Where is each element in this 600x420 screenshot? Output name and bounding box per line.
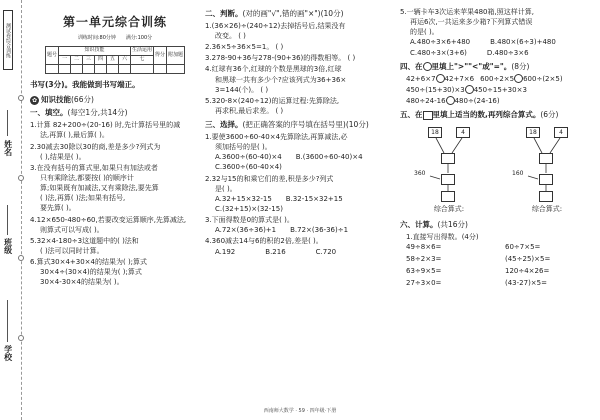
- score-cell: 四: [94, 55, 106, 64]
- compare-blank[interactable]: [436, 74, 445, 83]
- choice-5: 5.一辆卡车3次运来苹果480箱,照这样计算, 再运6次,一共运来多少箱?下列算式错误 的是( )。 A.480÷3×6+480 B.480×(6÷3)+480 C.480÷3×(3+6) D.480÷3×6: [400, 8, 556, 57]
- compare-blank[interactable]: [514, 74, 523, 83]
- class-line[interactable]: [7, 205, 8, 235]
- compare-heading: 四、在 里填上">""<"或"="。(8分): [400, 61, 530, 71]
- test-meta: [30, 35, 200, 42]
- compare-row-3: 480÷24-16 480÷(24-16): [406, 96, 500, 105]
- diagram-2: [512, 125, 582, 203]
- handwriting-note: 书写(3分)。我能做到书写端正。: [30, 79, 140, 89]
- option-a[interactable]: A.72×(36÷36)+1: [215, 226, 277, 235]
- diagram-blank[interactable]: [539, 174, 553, 185]
- compare-row-1: 42+6×7 42+7×6 600÷2×5 600÷(2×5): [406, 74, 563, 83]
- calc-item[interactable]: (43-27)×5=: [505, 279, 547, 288]
- section-heading: ✿ 知识技能(66分): [31, 94, 94, 104]
- calc-item[interactable]: 63÷9×5=: [406, 267, 442, 276]
- option-c[interactable]: C.480÷3×(3+6): [410, 48, 467, 57]
- calc-grid: [400, 242, 596, 289]
- score-cell: 六: [118, 55, 130, 64]
- school-line[interactable]: [7, 300, 8, 342]
- name-label: 姓名: [3, 140, 13, 156]
- score-cell: 二: [70, 55, 82, 64]
- binding-hole: [18, 335, 24, 341]
- diagram-value: 18: [526, 127, 540, 138]
- formula-label[interactable]: 综合算式:: [531, 204, 563, 213]
- score-cell: 七: [130, 55, 153, 64]
- page-footer: 西南师大数学 · 59 · 四年级·下册: [263, 408, 337, 414]
- score-cell[interactable]: [94, 64, 106, 73]
- option-b[interactable]: B.32-15×32+15: [285, 194, 343, 203]
- diagram-blank[interactable]: [441, 174, 455, 185]
- compare-blank[interactable]: [446, 96, 455, 105]
- choice-4: 4.360减去14与6的积的2倍,差是( )。 A.192 B.216 C.720: [205, 237, 337, 256]
- option-b[interactable]: B.480×(6÷3)+480: [490, 38, 556, 47]
- compare-blank[interactable]: [465, 85, 474, 94]
- diagram-value: 4: [554, 127, 568, 138]
- score-cell[interactable]: [130, 64, 153, 73]
- option-b[interactable]: B.(3600÷60-40)×4: [295, 153, 363, 162]
- square-blank-icon: [423, 111, 433, 120]
- column-right: [400, 6, 596, 289]
- diagram-heading: 五、在 里填上适当的数,再列综合算式。(6分): [400, 110, 559, 119]
- score-cell: 附加题: [167, 46, 185, 64]
- choice-2: 2.32与15的和乘它们的差,积是多少?列式 是( )。 A.32+15×32-15 B.32-15×32+15 C.(32+15)×(32-15): [205, 174, 343, 213]
- gear-icon: ✿: [31, 96, 38, 104]
- diagram-area: [400, 125, 596, 203]
- option-d[interactable]: D.480÷3×6: [486, 48, 529, 57]
- school-label: 学校: [3, 345, 13, 361]
- full-score: 满分:100分: [125, 35, 153, 42]
- judge-4: 4.红球有36个,红球的个数是黑球的3倍,红球 和黑球一共有多少个?应该列式为36+36× 3=144(个)。 ( ): [205, 65, 347, 94]
- binding-hole: [18, 255, 24, 261]
- question-4: 4.12×650-480÷60,若要改变运算顺序,先算减法, 则算式可以写成( )。: [30, 215, 187, 234]
- time-limit: 训练时间:80分钟: [77, 35, 116, 42]
- judge-5: 5.320-8×(240÷12)的运算过程:先算除法, 再求积,最后求差。 ( ): [205, 96, 340, 115]
- compare-row-2: 450÷(15+30)×3 450÷15+30×3: [406, 85, 527, 94]
- binding-hole: [18, 175, 24, 181]
- score-cell[interactable]: [45, 64, 58, 73]
- option-c[interactable]: C.720: [315, 247, 337, 256]
- question-1: 1.计算 82+200÷(20-16) 时,先计算括号里的减 法,再算( ),最后算( )。: [30, 121, 181, 140]
- choice-3: 3.下面得数是0的算式是( )。 A.72×(36÷36)+1 B.72×(36-36)÷1: [205, 216, 349, 235]
- option-b[interactable]: B.216: [265, 247, 286, 256]
- calc-subheading: 1.直接写出得数。(4分): [406, 232, 479, 241]
- calc-item[interactable]: 49÷8×6=: [406, 243, 442, 252]
- judge-2[interactable]: 2.36×5÷36×5=1。 ( ): [205, 43, 284, 52]
- calc-heading: 六、计算。(共16分): [400, 220, 468, 230]
- diagram-value: 160: [512, 169, 524, 177]
- calc-item[interactable]: (45÷25)×5=: [505, 255, 551, 264]
- series-tag: 测试卷综合训练: [3, 10, 13, 70]
- column-middle: [205, 6, 395, 257]
- score-cell[interactable]: [118, 64, 130, 73]
- option-b[interactable]: B.72×(36-36)÷1: [290, 226, 349, 235]
- score-cell[interactable]: [58, 64, 70, 73]
- score-cell: 生活运用: [130, 46, 153, 55]
- score-cell: 题号: [45, 46, 58, 64]
- question-5: 5.32×4-180÷3这道题中的( )法和 ( )法可以同时计算。: [30, 236, 139, 255]
- diagram-blank[interactable]: [539, 153, 553, 164]
- formula-label[interactable]: 综合算式:: [433, 204, 465, 213]
- score-cell: 三: [82, 55, 94, 64]
- judge-3[interactable]: 3.278-90+36与278-(90+36)的得数相等。 ( ): [205, 54, 356, 63]
- diagram-value: 18: [428, 127, 442, 138]
- column-left: [30, 6, 200, 288]
- option-c[interactable]: C.(32+15)×(32-15): [215, 205, 283, 213]
- score-cell: 知识技能: [58, 46, 130, 55]
- option-c[interactable]: C.3600÷(60-40×4): [215, 163, 282, 172]
- score-cell[interactable]: [70, 64, 82, 73]
- diagram-blank[interactable]: [441, 153, 455, 164]
- calc-item[interactable]: 27÷3×0=: [406, 279, 442, 288]
- option-a[interactable]: A.32+15×32-15: [215, 194, 272, 203]
- judge-heading: 二、判断。(对的画"√",错的画"×")(10分): [205, 9, 344, 18]
- option-a[interactable]: A.3600÷(60-40)×4: [215, 153, 282, 162]
- diagram-value: 4: [456, 127, 470, 138]
- judge-1: 1.(36×26)÷(240÷12)去掉括号后,结果没有 改变。 ( ): [205, 21, 346, 41]
- fill-heading: 一、填空。(每空1分,共14分): [30, 108, 128, 118]
- diagram-1: [414, 125, 484, 203]
- choice-heading: 三、选择。(把正确答案的序号填在括号里)(10分): [205, 120, 369, 130]
- circle-blank-icon: [423, 62, 432, 71]
- name-line[interactable]: [7, 110, 8, 136]
- calc-item[interactable]: 60÷7×5=: [505, 243, 541, 252]
- question-6: 6.算式30×4+30×4的结果为( );算式 30×4÷(30×4)的结果为( );算式 30×4-30×4的结果为( )。: [30, 258, 148, 287]
- question-3: 3.在没有括号的算式里,如果只有加法或者 只有乘除法,都要按( )的顺序计 算;如果既有加减法,又有乘除法,要先算 ( )法,再算( )法;如果有括号, 要先算( )。: [30, 163, 159, 213]
- binding-hole: [18, 95, 24, 101]
- question-2: 2.30减去30除以30的商,差是多少?列式为 ( ),结果是( )。: [30, 142, 161, 161]
- calc-item[interactable]: 120÷4×26=: [505, 267, 550, 276]
- score-cell[interactable]: [154, 64, 167, 73]
- score-cell: 五: [106, 55, 118, 64]
- choice-1: 1.要使3600÷60-40×4先算除法,再算减法,必 须加括号的是( )。 A.3600÷(60-40)×4 B.(3600÷60-40)×4 C.3600÷(60-40×4): [205, 133, 363, 172]
- score-cell[interactable]: [167, 64, 185, 73]
- option-a[interactable]: A.192: [215, 247, 236, 256]
- page-title: 第一单元综合训练: [62, 15, 167, 29]
- formula-row: [400, 204, 596, 214]
- score-cell[interactable]: [82, 64, 94, 73]
- binding-line: [21, 0, 22, 420]
- score-cell: 得分: [154, 46, 167, 64]
- score-cell: 一: [58, 55, 70, 64]
- score-cell[interactable]: [106, 64, 118, 73]
- diagram-blank[interactable]: [539, 191, 553, 202]
- option-a[interactable]: A.480÷3×6+480: [410, 38, 471, 47]
- diagram-blank[interactable]: [441, 191, 455, 202]
- calc-item[interactable]: 58÷2×3=: [406, 255, 442, 264]
- score-table: [45, 46, 185, 74]
- class-label: 班级: [3, 238, 13, 254]
- diagram-value: 360: [414, 169, 426, 177]
